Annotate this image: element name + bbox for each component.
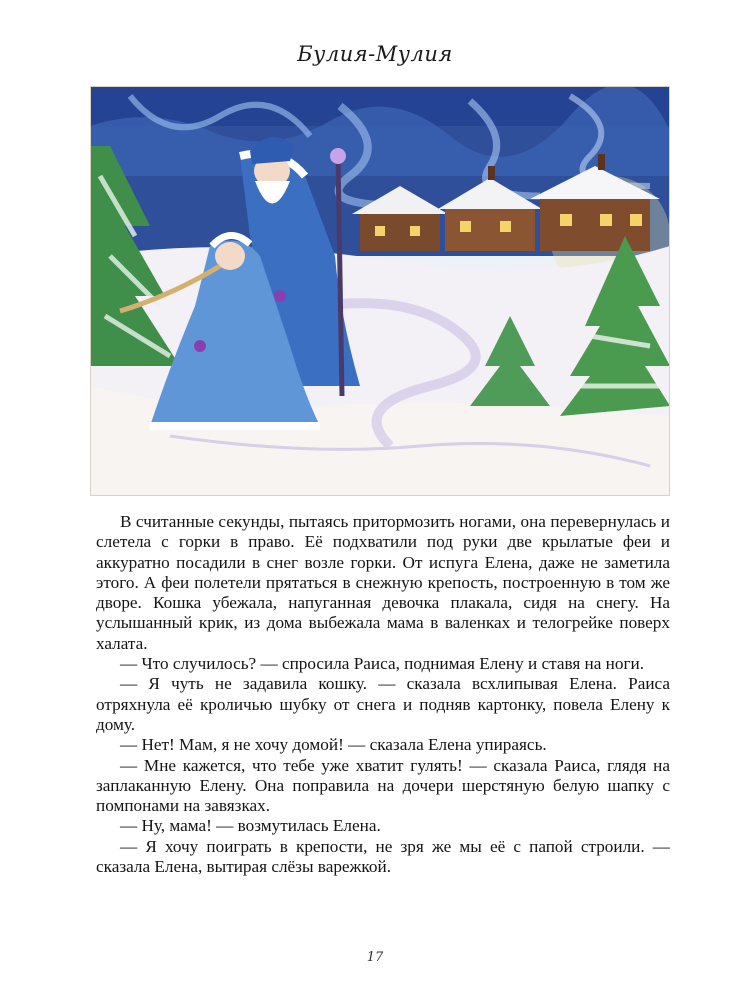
body-text [96,512,670,877]
winter-village-illustration-icon [90,86,670,496]
dialogue-line: — Нет! Мам, я не хочу домой! — сказала Елена упираясь. [120,735,547,755]
running-head: Булия-Мулия [297,42,453,66]
dialogue-line: — Я чуть не задавила кошку. — сказала всхлипывая Елена. Раиса отряхнула её кроличью шубку от снега и подняв картонку, повела Елену к дому. [96,674,670,734]
illustration [90,86,670,496]
dialogue-line: — Я хочу поиграть в крепости, не зря же мы её с папой строили. — сказала Елена, вытирая слёзы варежкой. [96,836,670,877]
paragraph: В считанные секунды, пытаясь притормозить ногами, она перевернулась и слетела с горки в право. Её подхватили под руки две крылатые феи и аккуратно посадили в снег возле горки. От испуга Елена, даже не заметила этого. А феи полетели прятаться в снежную крепость, построенную в том же дворе. Кошка убежала, напуганная девочка плакала, сидя на снегу. На услышанный крик, из дома выбежала мама в валенках и телогрейке поверх халата. [96,512,670,653]
page-number: 17 [366,950,384,965]
dialogue-line: — Что случилось? — спросила Раиса, поднимая Елену и ставя на ноги. [120,654,645,674]
dialogue-line: — Ну, мама! — возмутилась Елена. [120,816,381,836]
dialogue-line: — Мне кажется, что тебе уже хватит гулять! — сказала Раиса, глядя на заплаканную Елену. Она поправила на дочери шерстяную белую шапку с помпонами на завязках. [96,755,670,816]
